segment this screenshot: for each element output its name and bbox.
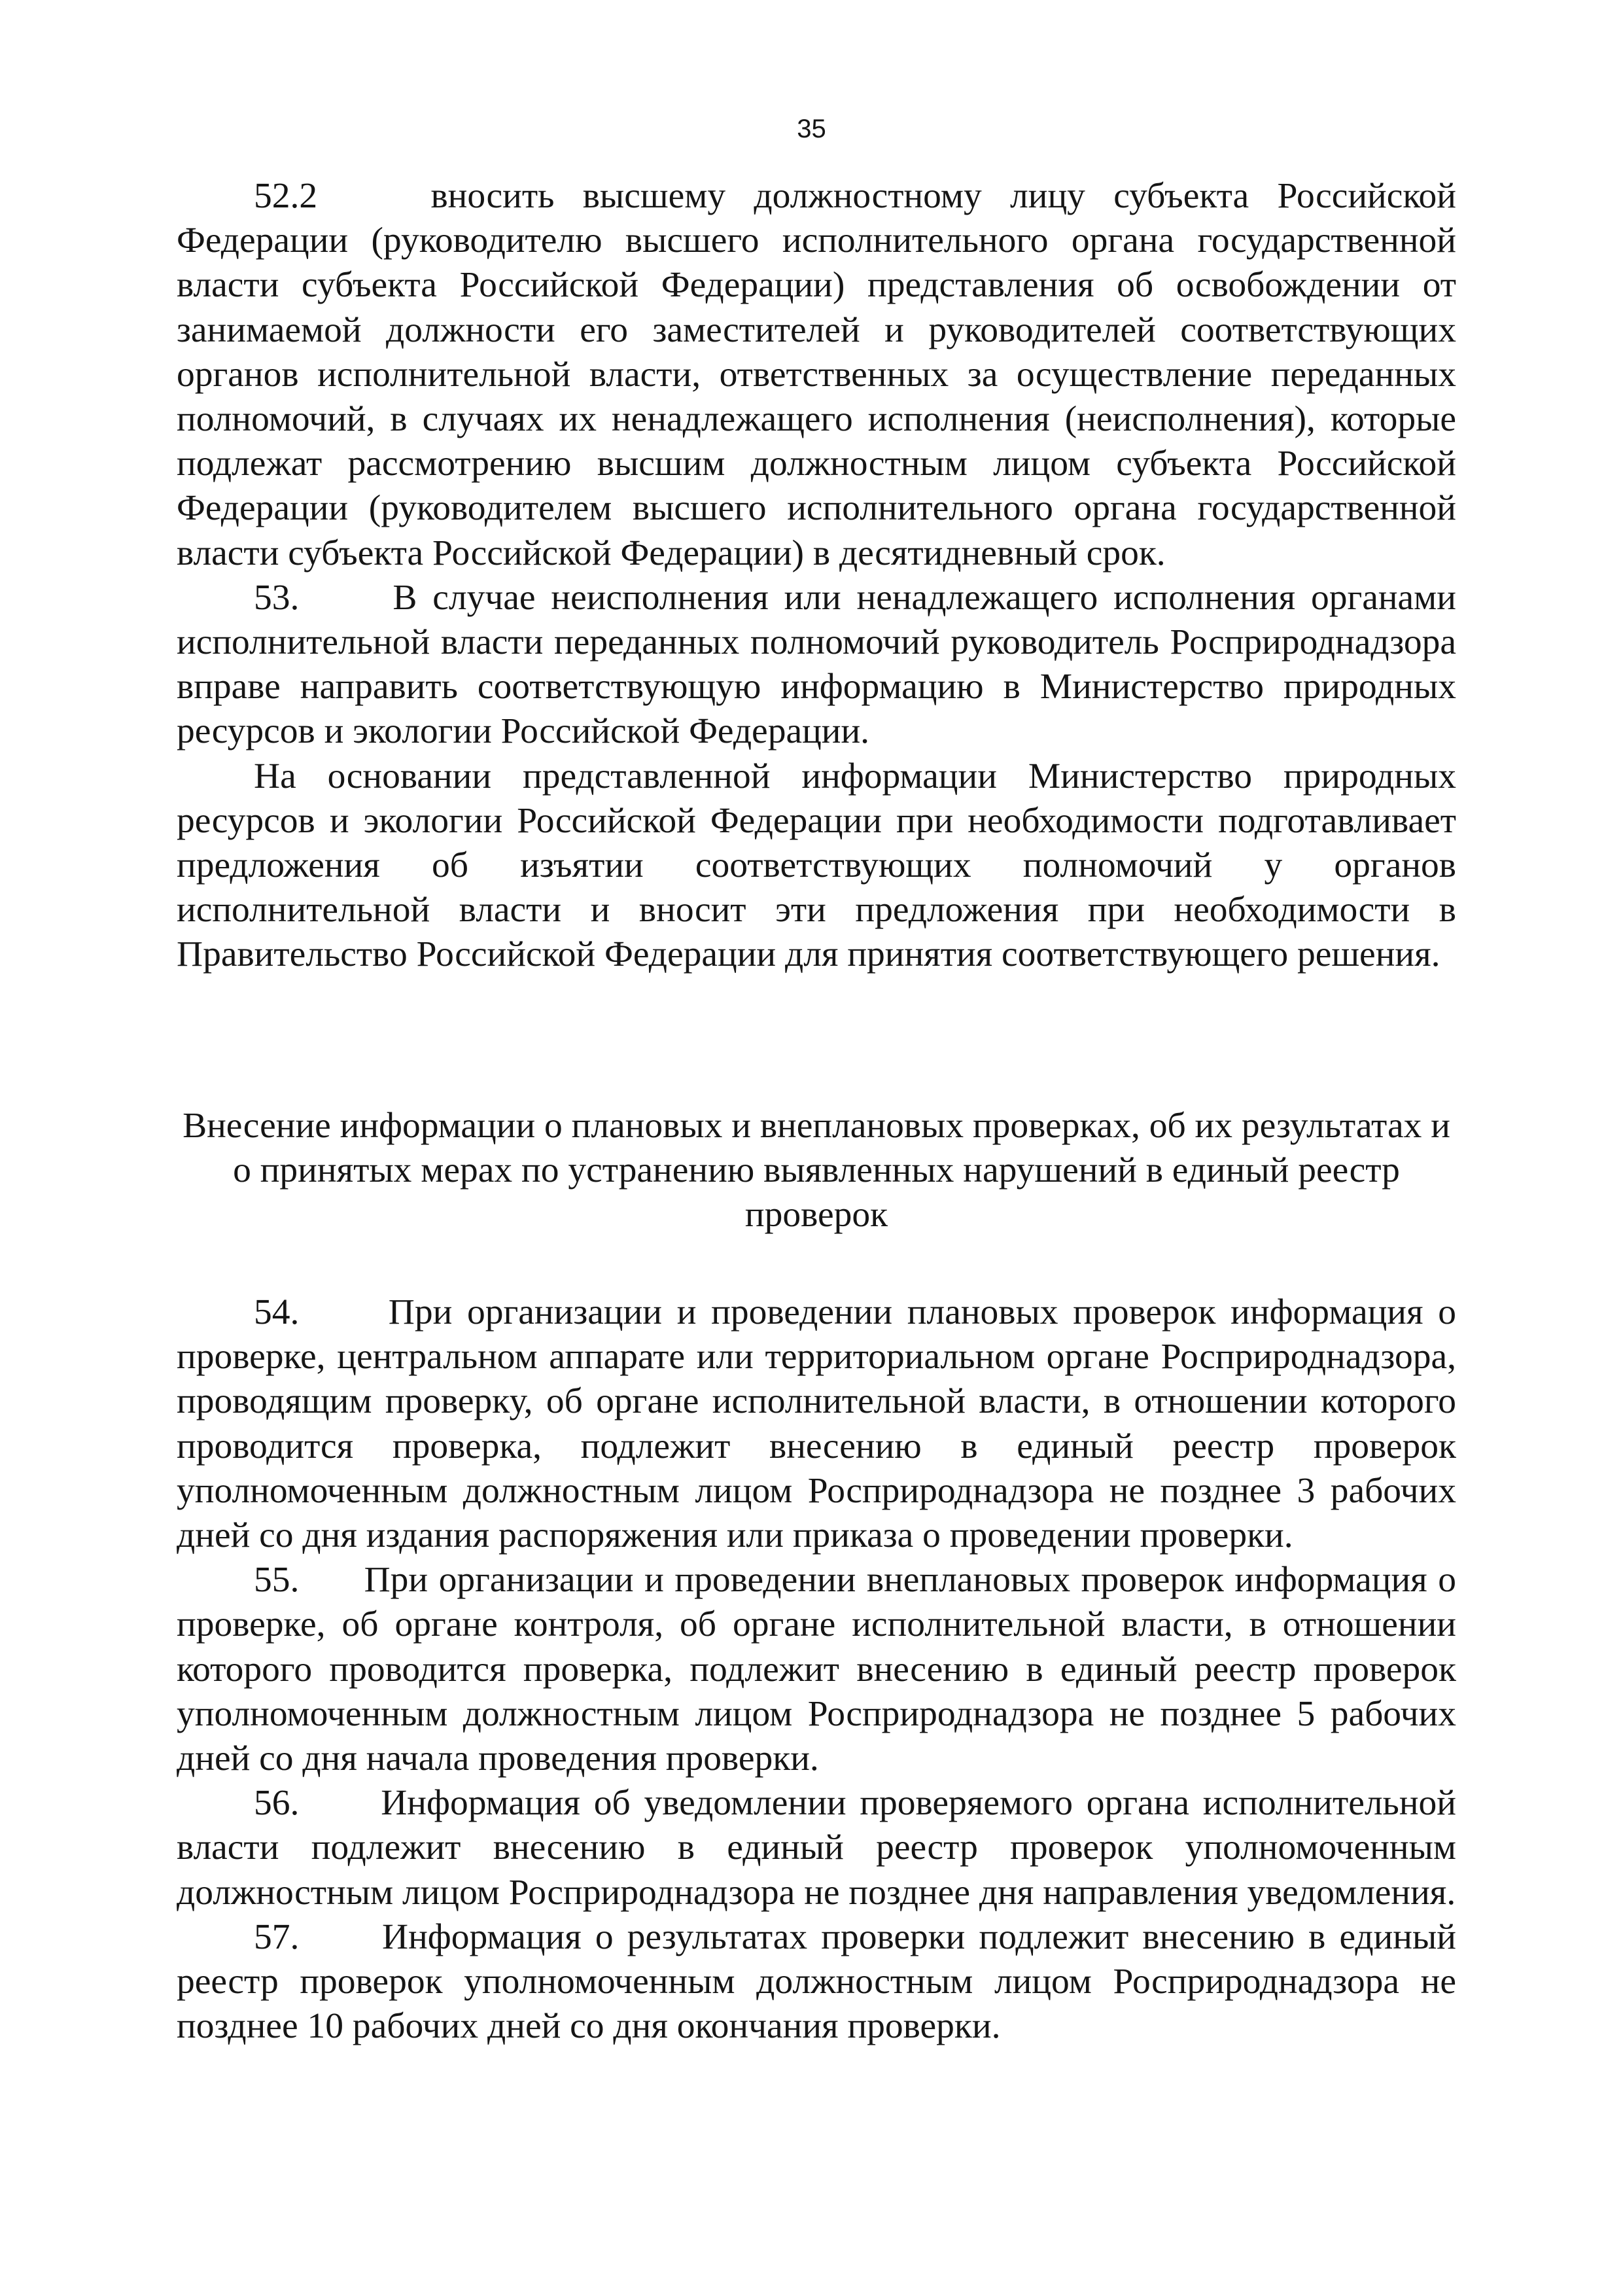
paragraph-54: 54. При организации и проведении плановых проверок информация о проверке, центральном аппарате или территориальном органе Росприроднадзора, проводящим проверку, об органе исполнительной власти, в отношении которого проводится проверка, подлежит внесению в единый реестр проверок уполномоченным должностным лицом Росприроднадзора не позднее 3 рабочих дней со дня издания распоряжения или приказа о проведении проверки. xyxy=(177,1292,1456,1556)
paragraph-56: 56. Информация об уведомлении проверяемого органа исполнительной власти подлежит внесению в единый реестр проверок уполномоченным должностным лицом Росприроднадзора не позднее дня направления уведомления. xyxy=(177,1783,1456,1913)
paragraph-53-continuation: На основании представленной информации Министерство природных ресурсов и экологии Российской Федерации при необходимости подготавливает предложения об изъятии соответствующих полномочий у органов исполнительной власти и вносит эти предложения при необходимости в Правительство Российской Федерации для принятия соответствующего решения. xyxy=(177,756,1456,975)
top-text-block xyxy=(177,174,1456,978)
paragraph-53: 53. В случае неисполнения или ненадлежащего исполнения органами исполнительной власти переданных полномочий руководитель Росприроднадзора вправе направить соответствующую информацию в Министерство природных ресурсов и экологии Российской Федерации. xyxy=(177,577,1456,752)
section-heading: Внесение информации о плановых и внеплановых проверках, об их результатах и о принятых мерах по устранению выявленных нарушений в единый реестр проверок xyxy=(183,1106,1450,1235)
bottom-text-block xyxy=(177,1290,1456,2049)
paragraph-57: 57. Информация о результатах проверки подлежит внесению в единый реестр проверок уполномоченным должностным лицом Росприроднадзора не позднее 10 рабочих дней со дня окончания проверки. xyxy=(177,1916,1456,2047)
paragraph-52-2: 52.2 вносить высшему должностному лицу субъекта Российской Федерации (руководителю высшего исполнительного органа государственной власти субъекта Российской Федерации) представления об освобождении от занимаемой должности его заместителей и руководителей соответствующих органов исполнительной власти, ответственных за осуществление переданных полномочий, в случаях их ненадлежащего исполнения (неисполнения), которые подлежат рассмотрению высшим должностным лицом субъекта Российской Федерации (руководителем высшего исполнительного органа государственной власти субъекта Российской Федерации) в десятидневный срок. xyxy=(177,176,1456,573)
paragraph-55: 55. При организации и проведении внеплановых проверок информация о проверке, об органе контроля, об органе исполнительной власти, в отношении которого проводится проверка, подлежит внесению в единый реестр проверок уполномоченным должностным лицом Росприроднадзора не позднее 5 рабочих дней со дня начала проведения проверки. xyxy=(177,1560,1456,1779)
page-number: 35 xyxy=(797,115,826,143)
